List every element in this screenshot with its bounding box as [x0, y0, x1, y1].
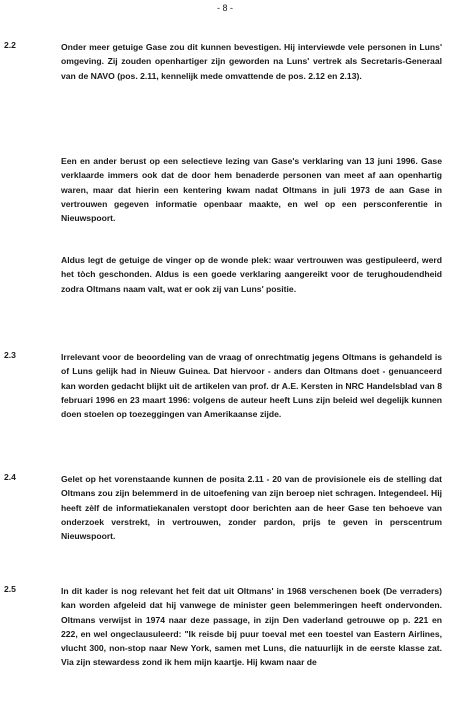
section-number: 2.4	[4, 472, 16, 482]
paragraph: Een en ander berust op een selectieve lezing van Gase's verklaring van 13 juni 1996. Gase verklaarde immers ook dat de door hem benaderde personen van meet af aan openhartig waren, maar dat hierin een kentering kwam nadat Oltmans in juli 1973 de aan Gase in vertrouwen gegeven informatie openbaar maakte, en wel op een persconferentie in Nieuwspoort.	[61, 156, 442, 224]
paragraph: Aldus legt de getuige de vinger op de wonde plek: waar vertrouwen was gestipuleerd, werd het tòch geschonden. Aldus is een goede verklaring aangereikt voor de terughoudendheid zodra Oltmans naam valt, wat er ook zij van Luns' positie.	[61, 255, 442, 294]
paragraph: Gelet op het vorenstaande kunnen de posita 2.11 - 20 van de provisionele eis de stelling dat Oltmans zou zijn belemmerd in de uitoefening van zijn beroep niet schragen. Integendeel. Hij heeft zèlf de informatiekanalen verstopt door berichten aan de heer Gase ten behoeve van onderzoek verstrekt, in vertrouwen, zonder pardon, prijs te geven in perscentrum Nieuwspoort.	[61, 474, 442, 542]
section-number: 2.5	[4, 584, 16, 594]
section-number: 2.3	[4, 350, 16, 360]
paragraph: Irrelevant voor de beoordeling van de vraag of onrechtmatig jegens Oltmans is gehandeld is of Luns gelijk had in Nieuw Guinea. Dat hiervoor - anders dan Oltmans doet - genuanceerd kan worden gedacht blijkt uit de artikelen van prof. dr A.E. Kersten in NRC Handelsblad van 8 februari 1996 en 23 maart 1996: volgens de auteur heeft Luns zijn beleid wel degelijk kunnen doen stoelen op toezeggingen van Amerikaanse zijde.	[61, 352, 442, 420]
paragraph: Onder meer getuige Gase zou dit kunnen bevestigen. Hij interviewde vele personen in Luns' omgeving. Zij zouden openhartiger zijn geworden na Luns' vertrek als Secretaris-Generaal van de NAVO (pos. 2.11, kennelijk mede omvattende de pos. 2.12 en 2.13).	[61, 42, 442, 81]
paragraph: In dit kader is nog relevant het feit dat uit Oltmans' in 1968 verschenen boek (De verraders) kan worden afgeleid dat hij vanwege de minister geen belemmeringen heeft ondervonden. Oltmans verwijst in 1974 naar deze passage, in zijn Den vaderland getrouwe op p. 221 en 222, en wel ongeclausuleerd: "Ik reisde bij puur toeval met een toestel van Eastern Airlines, vlucht 300, non-stop naar New York, samen met Luns, die natuurlijk in de eerste klasse zat. Via zijn stewardess zond ik hem mijn kaartje. Hij kwam naar de	[61, 586, 442, 668]
section-number: 2.2	[4, 40, 16, 50]
page-number: - 8 -	[216, 3, 233, 13]
